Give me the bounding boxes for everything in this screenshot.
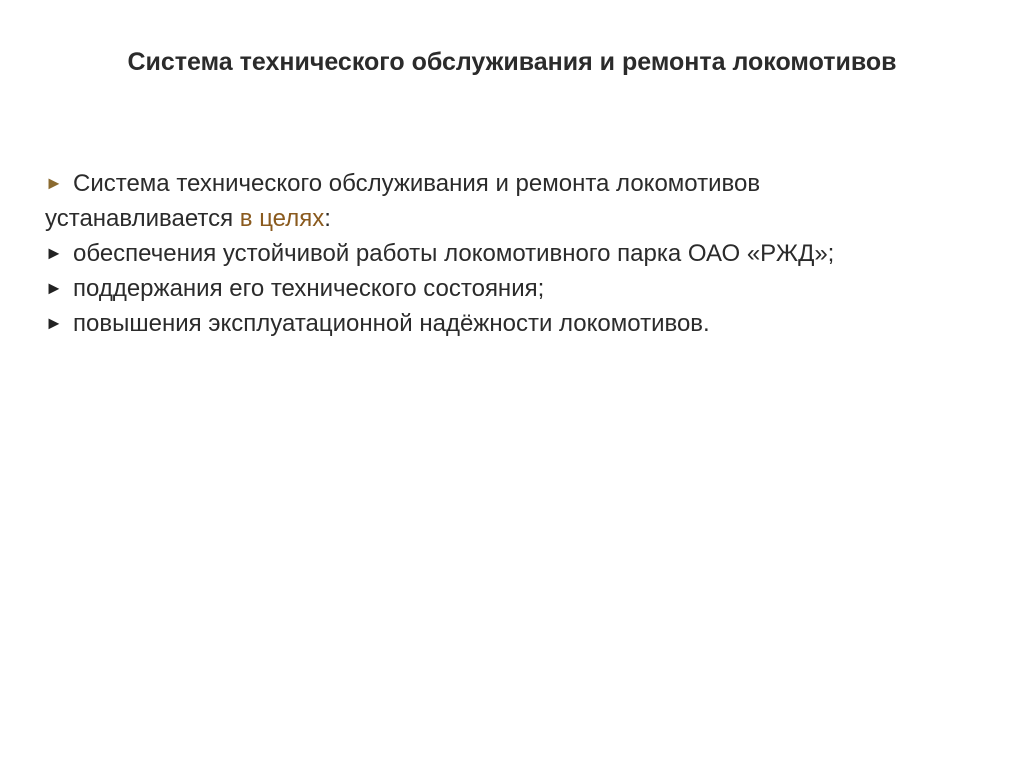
triangle-right-icon: ► <box>45 173 63 193</box>
list-item-text: поддержания его технического состояния; <box>73 275 545 302</box>
page-title: Система технического обслуживания и ремонта локомотивов <box>127 48 897 76</box>
triangle-right-icon: ► <box>45 278 63 298</box>
intro-prefix: устанавливается <box>45 205 240 232</box>
list-item <box>45 306 985 341</box>
list-item <box>45 271 985 306</box>
intro-text: Система технического обслуживания и ремонта локомотивов <box>73 170 761 197</box>
intro-suffix: : <box>324 205 331 232</box>
intro-line-1 <box>45 166 985 201</box>
list-item-text: обеспечения устойчивой работы локомотивного парка ОАО «РЖД»; <box>73 240 835 267</box>
list-item <box>45 236 985 271</box>
intro-line-2 <box>45 201 985 236</box>
slide-content <box>45 166 985 341</box>
list-item-text: повышения эксплуатационной надёжности локомотивов. <box>73 310 710 337</box>
triangle-right-icon: ► <box>45 313 63 333</box>
highlight-text: в целях <box>239 205 325 232</box>
triangle-right-icon: ► <box>45 243 63 263</box>
